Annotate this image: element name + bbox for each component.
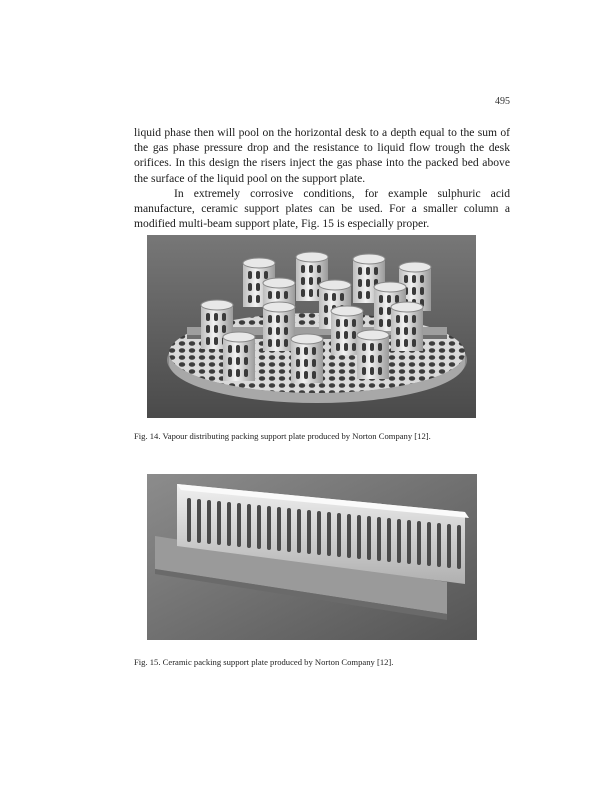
slot: [277, 507, 281, 551]
slot: [257, 505, 261, 549]
slot: [337, 513, 341, 557]
support-plate-photo: [147, 235, 476, 418]
body-paragraph: liquid phase then will pool on the horizontal desk to a depth equal to the sum of the gas phase pressure drop and the resistance to liquid flow trough the desk orifices. In this design the risers inject the gas phase into the packed bed above the surface of the liquid pool on the support plate.: [134, 126, 510, 185]
slot: [447, 524, 451, 568]
slot: [217, 501, 221, 545]
slot: [387, 518, 391, 562]
slot: [347, 514, 351, 558]
slot: [237, 503, 241, 547]
page-number: 495: [495, 96, 510, 107]
ceramic-plate-photo: [147, 474, 477, 640]
riser-tube: [291, 334, 323, 383]
figure-14-caption: Fig. 14. Vapour distributing packing support plate produced by Norton Company [12].: [134, 431, 431, 441]
riser-tube: [263, 302, 295, 351]
slot: [307, 510, 311, 554]
figure-15-image: [147, 474, 477, 640]
slot: [427, 522, 431, 566]
riser-tube: [391, 302, 423, 351]
slot: [197, 499, 201, 543]
slot: [267, 506, 271, 550]
slot: [317, 511, 321, 555]
slot: [207, 500, 211, 544]
slot: [287, 508, 291, 552]
slot: [297, 509, 301, 553]
slot: [367, 516, 371, 560]
riser-tube: [357, 330, 389, 379]
slot: [227, 502, 231, 546]
slot: [247, 504, 251, 548]
slot: [437, 523, 441, 567]
slot: [407, 520, 411, 564]
slot: [377, 517, 381, 561]
slot: [417, 521, 421, 565]
slot: [457, 525, 461, 569]
slot: [327, 512, 331, 556]
slot: [397, 519, 401, 563]
riser-tube: [223, 332, 255, 381]
body-paragraph: In extremely corrosive conditions, for example sulphuric acid manufacture, ceramic support plates can be used. For a smaller column a modified multi-beam support plate, Fig. 15 is especially proper.: [134, 187, 510, 231]
figure-15-caption: Fig. 15. Ceramic packing support plate produced by Norton Company [12].: [134, 657, 394, 667]
figure-14-image: [147, 235, 476, 418]
slot: [357, 515, 361, 559]
slot: [187, 498, 191, 542]
